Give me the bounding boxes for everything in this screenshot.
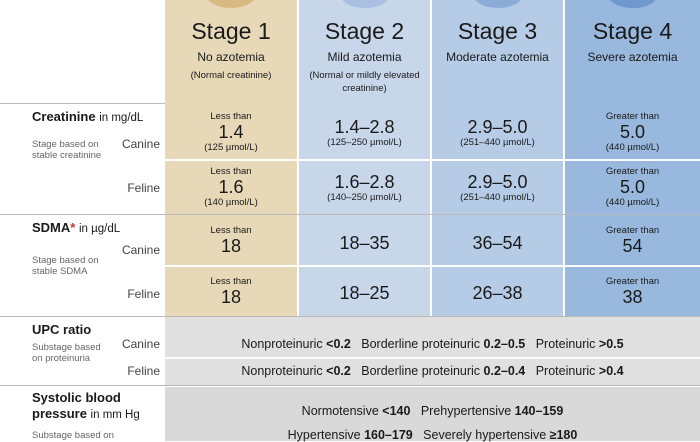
stage-4-subtitle: Severe azotemia (587, 50, 678, 64)
stage-2-note: (Normal or mildly elevated creatinine) (309, 70, 420, 94)
sdma-canine-stage2: 18–35 (339, 232, 390, 253)
sdma-canine-stage3: 36–54 (472, 232, 523, 253)
upc-label: UPC ratio (32, 322, 92, 337)
creatinine-feline-stage1: Less than 1.6 (140 µmol/L) (204, 166, 258, 208)
stage-3-subtitle: Moderate azotemia (446, 50, 549, 64)
bp-line1-values: Normotensive <140 Prehypertensive 140–159 (301, 404, 564, 418)
section-line (0, 385, 700, 386)
sdma-feline-stage4: Greater than 38 (605, 276, 660, 307)
stage-1-title: Stage 1 (191, 18, 271, 44)
section-line (0, 103, 165, 104)
sdma-canine-stage4: Greater than 54 (605, 225, 660, 256)
sdma-feline-stage2: 18–25 (339, 283, 390, 303)
upc-feline-label: Feline (127, 364, 160, 378)
creatinine-species-divider (165, 159, 700, 161)
creatinine-feline-stage3: 2.9–5.0 (251–440 µmol/L) (460, 171, 535, 203)
stage-3-title: Stage 3 (457, 18, 538, 44)
stage-2-subtitle: Mild azotemia (327, 50, 402, 64)
stage-4-circle (609, 0, 657, 8)
upc-feline-values: Nonproteinuric <0.2 Borderline proteinuric 0.2–0.4 Proteinuric >0.4 (241, 364, 624, 378)
creatinine-label: Creatinine in mg/dL (32, 109, 144, 124)
upc-basis: Substage based on proteinuria (32, 342, 101, 364)
sdma-canine-stage1: Less than 18 (210, 225, 252, 256)
stage-3-circle (474, 0, 522, 8)
creatinine-canine-label: Canine (121, 137, 160, 151)
creatinine-feline-stage4: Greater than 5.0 (440 µmol/L) (605, 166, 660, 208)
sdma-label: SDMA* in µg/dL (32, 220, 121, 235)
creatinine-feline-label: Feline (127, 181, 160, 195)
sdma-feline-stage3: 26–38 (472, 283, 523, 303)
stage-2-title: Stage 2 (324, 18, 405, 44)
creatinine-basis: Stage based on stable creatinine (32, 139, 102, 161)
creatinine-canine-stage2: 1.4–2.8 (125–250 µmol/L) (327, 116, 402, 148)
creatinine-canine-stage3: 2.9–5.0 (251–440 µmol/L) (460, 116, 535, 148)
bp-line2-values: Hypertensive 160–179 Severely hypertensive ≥180 (287, 428, 578, 442)
creatinine-feline-stage2: 1.6–2.8 (140–250 µmol/L) (327, 171, 402, 203)
stage-1-note: (Normal creatinine) (190, 70, 272, 81)
bp-basis: Substage based on (32, 430, 114, 441)
section-line (0, 214, 700, 215)
creatinine-canine-stage4: Greater than 5.0 (440 µmol/L) (605, 111, 660, 153)
creatinine-canine-stage1: Less than 1.4 (125 µmol/L) (204, 111, 258, 153)
stage-1-subtitle: No azotemia (197, 50, 265, 64)
stage-2-circle (341, 0, 389, 8)
sdma-feline-stage1: Less than 18 (210, 276, 252, 307)
bp-label: Systolic blood pressure in mm Hg (32, 390, 140, 421)
sdma-feline-label: Feline (127, 287, 160, 301)
stage-4-title: Stage 4 (592, 18, 673, 44)
stage-1-circle (207, 0, 255, 8)
sdma-canine-label: Canine (121, 243, 160, 257)
sdma-basis: Stage based on stable SDMA (32, 255, 99, 277)
upc-canine-label: Canine (121, 337, 160, 351)
upc-canine-values: Nonproteinuric <0.2 Borderline proteinuric 0.2–0.5 Proteinuric >0.5 (241, 337, 624, 351)
